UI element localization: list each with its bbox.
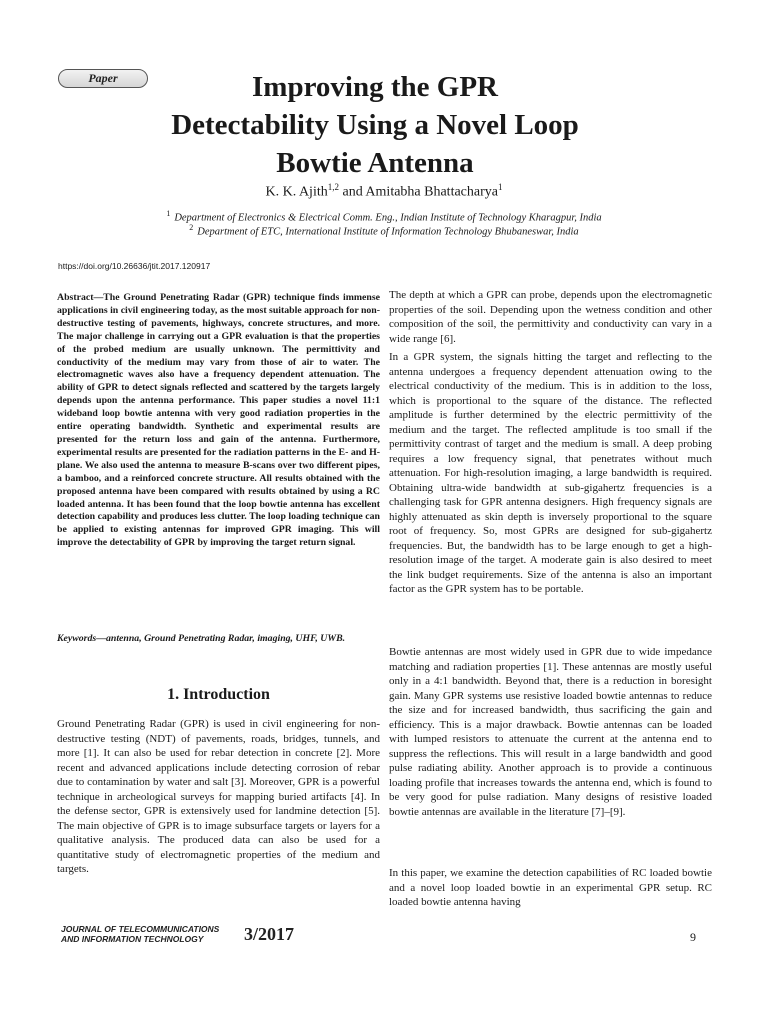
keywords: Keywords—antenna, Ground Penetrating Radar, imaging, UHF, UWB. xyxy=(57,633,346,644)
body-paragraph: In a GPR system, the signals hitting the target and reflecting to the antenna undergoes a frequency dependent attenuation owing to the electrical conductivity of the medium. This is in addition to the loss, which is proportional to the square of the distance. The reflected amplitude is further determined by the electric permittivity of the medium and the target. The reflected amplitude is too small if the permittivity contrast of target and the medium is small. A deep probing requires a low frequency signal, that penetrates without much attenuation. For high-resolution imaging, a large bandwidth is required. Obtaining ultra-wide bandwidth at sub-gigahertz frequencies is a challenging task for GPR antenna designers. High frequency signals are highly attenuated as skin depth is inversely proportional to the square root of frequency. So, most GPRs are designed for sub-gigahertz frequencies. But, the bandwidth has to be large enough to get a high-resolution image of the target. A moderate gain is also desired to meet the link budget requirements. Size of the antenna is also an important factor as the GPR system has to be portable. xyxy=(389,351,712,595)
body-paragraph: The depth at which a GPR can probe, depends upon the electromagnetic properties of the soil. Depending upon the wetness condition and other composition of the soil, the permittivity and conductivity can vary in a wide range [6]. xyxy=(389,289,712,345)
doi-link[interactable]: https://doi.org/10.26636/jtit.2017.120917 xyxy=(58,261,211,271)
paper-title xyxy=(130,68,620,182)
title-line: Improving the GPR xyxy=(252,71,498,103)
affiliation-number: 2 xyxy=(189,223,194,232)
author-name: K. K. Ajith xyxy=(265,184,328,200)
affiliation-number: 1 xyxy=(166,209,171,218)
body-paragraph: Bowtie antennas are most widely used in GPR due to wide impedance matching and radiation properties [1]. These antennas are mostly useful only in a 4:1 bandwidth. Beyond that, there is a reduction in boresight gain. Many GPR systems use resistive loaded bowtie antennas to reduce the size and for increased bandwidth, thus sacrificing the gain and efficiency. This is a major drawback. Bowtie antennas can be loaded with lumped resistors to attenuate the current at the antenna end to suppress the reflections. This will result in a large bandwidth and good pulse radiating ability. Another approach is to provide a continuous loading profile that increases towards the antenna end, which is found to be very good for pulse radiation. Many designs of resistive loaded bowtie antennas are available in the literature [7]–[9]. xyxy=(389,646,712,818)
author-list xyxy=(0,182,768,201)
affiliation-text: Department of ETC, International Institute of Information Technology Bhubaneswar, India xyxy=(197,226,579,238)
body-paragraph: In this paper, we examine the detection capabilities of RC loaded bowtie and a novel loop loaded bowtie in an experimental GPR setup. RC loaded bowtie antenna having xyxy=(389,867,712,908)
author-affiliation-marker: 1 xyxy=(497,182,503,192)
journal-name-line: JOURNAL OF TELECOMMUNICATIONS xyxy=(61,924,220,934)
paper-type-badge: Paper xyxy=(58,69,148,88)
title-line: Bowtie Antenna xyxy=(276,147,474,179)
affiliation-2 xyxy=(0,223,768,238)
footer-issue: 3/2017 xyxy=(244,924,295,944)
intro-paragraph: Ground Penetrating Radar (GPR) is used in civil engineering for non-destructive testing (NDT) of pavements, roads, bridges, tunnels, and more [1]. It can also be used for rebar detection in concrete [2]. More recent and advanced applications include detecting corrosion of rebar due to contamination by water and salt [3]. Moreover, GPR is a powerful technique in archeological surveys for mapping buried artifacts [4]. In the defense sector, GPR is extensively used for landmine detection [5]. The main objective of GPR is to image subsurface targets or layers for a qualitative analysis. The produced data can also be used for a quantitative study of electromagnetic properties of the medium and targets. xyxy=(57,718,380,875)
title-line: Detectability Using a Novel Loop xyxy=(171,109,579,141)
abstract: Abstract—The Ground Penetrating Radar (GPR) technique finds immense applications in civil engineering today, as the most suitable approach for non-destructive testing of pavements, highways, concrete structures, and more. The major challenge in carrying out a GPR evaluation is that the properties of the probed medium are usually unknown. The permittivity and conductivity of the medium may vary from those of air to water. The electromagnetic waves also have a frequency dependent attenuation. The ability of GPR to detect signals reflected and scattered by the targets largely depends upon the antenna performance. This paper studies a novel 11:1 wideband loop bowtie antenna with very good radiation properties in the entire operating bandwidth. Synthetic and experimental results are presented for the return loss and gain of the antenna. Furthermore, experimental results are presented for the radiation patterns in the E- and H-plane. We also used the antenna to measure B-scans over two different pipes, a bamboo, and a reinforced concrete structure. All results obtained with the proposed antenna have been compared with results obtained by using a RC loaded antenna. It has been found that the loop bowtie antenna has excellent detection capability and produces less clutter. The loop loading technique can be applied to existing antennas for improved GPR imaging. This will improve the detectability of GPR by improving the target return signal. xyxy=(57,292,380,549)
author-name: and Amitabha Bhattacharya xyxy=(338,184,498,200)
author-affiliation-marker: 1,2 xyxy=(327,182,339,192)
section-heading-introduction: 1. Introduction xyxy=(167,686,270,703)
affiliation-text: Department of Electronics & Electrical Comm. Eng., Indian Institute of Technology Kharagpur, India xyxy=(174,212,602,224)
page-number: 9 xyxy=(690,930,696,944)
footer-journal-name xyxy=(61,924,219,944)
journal-name-line: AND INFORMATION TECHNOLOGY xyxy=(61,934,204,944)
affiliation-1 xyxy=(0,209,768,224)
